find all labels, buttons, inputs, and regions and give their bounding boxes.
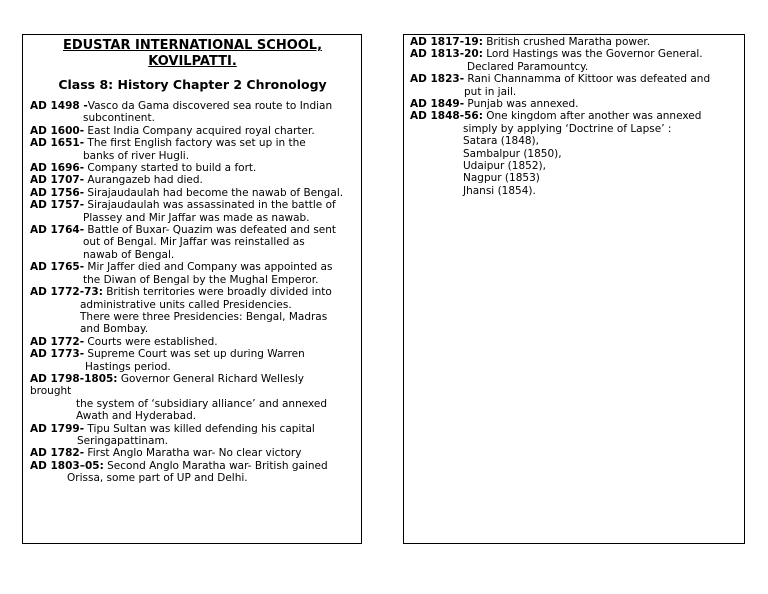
entry-text: the system of ‘subsidiary alliance’ and annexed [76, 397, 328, 410]
entry-year: AD 1600- [30, 124, 85, 137]
chronology-entry [30, 460, 355, 485]
entry-text: Company started to build a fort. [84, 162, 257, 175]
entry-text: East India Company acquired royal charter. [84, 124, 315, 137]
chronology-entry [410, 73, 738, 98]
entry-year: AD 1798-1805: [30, 372, 118, 385]
entry-year: AD 1764- [30, 224, 85, 237]
entry-text: Rani Channamma of Kittoor was defeated and [464, 73, 711, 86]
entry-text: Battle of Buxar- Quazim was defeated and sent [84, 224, 337, 237]
chronology-entry [30, 447, 355, 459]
entry-text: First Anglo Maratha war- No clear victory [84, 447, 302, 460]
chronology-entry [30, 125, 355, 137]
chronology-entry [410, 110, 738, 197]
entry-text: One kingdom after another was annexed [482, 110, 702, 123]
entry-text: Vasco da Gama discovered sea route to Indian [87, 100, 333, 112]
school-name-line1: EDUSTAR INTERNATIONAL SCHOOL, [62, 38, 323, 53]
chronology-entry [30, 373, 355, 423]
entry-text: Lord Hastings was the Governor General. [482, 48, 703, 61]
entry-text: The first English factory was set up in the [84, 137, 306, 150]
entry-text: Hastings period. [85, 360, 171, 373]
entry-year: AD 1651- [30, 137, 85, 150]
chronology-entry [30, 261, 355, 286]
entry-text: There were three Presidencies: Bengal, Madras [80, 310, 328, 323]
chapter-title: Class 8: History Chapter 2 Chronology [58, 77, 327, 92]
entry-text: Plassey and Mir Jaffar was made as nawab. [83, 211, 310, 224]
entry-text: Courts were established. [84, 335, 218, 348]
entry-text: administrative units called Presidencies. [80, 298, 292, 311]
entry-text: brought [30, 385, 72, 398]
entry-year: AD 1707- [30, 174, 85, 187]
entry-year: AD 1773- [30, 348, 85, 361]
entry-text: banks of river Hugli. [83, 149, 190, 162]
entry-text: Aurangazeb had died. [84, 174, 203, 187]
left-chronology-panel [22, 34, 362, 544]
entry-text: Awath and Hyderabad. [76, 410, 197, 423]
entry-year: AD 1756- [30, 186, 85, 199]
entry-text: British crushed Maratha power. [482, 36, 651, 48]
entry-text: Sambalpur (1850), [463, 147, 562, 160]
chronology-entry [30, 286, 355, 336]
entry-text: Governor General Richard Wellesly [117, 372, 305, 385]
entry-year: AD 1817-19: [410, 36, 483, 48]
chronology-entry [410, 48, 738, 73]
entry-text: and Bombay. [80, 323, 149, 336]
chronology-entry [30, 187, 355, 199]
entry-text: Declared Paramountcy. [467, 60, 589, 73]
entry-text: Orissa, some part of UP and Delhi. [67, 472, 248, 485]
entry-text: out of Bengal. Mir Jaffar was reinstalled as [83, 236, 305, 249]
entry-text: Sirajaudaulah had become the nawab of Bengal. [84, 186, 344, 199]
chronology-entry [410, 98, 738, 110]
entry-year: AD 1498 - [30, 100, 88, 112]
entry-year: AD 1823- [410, 73, 465, 86]
entry-text: the Diwan of Bengal by the Mughal Emperor. [83, 273, 319, 286]
entry-year: AD 1772- [30, 335, 85, 348]
chronology-entry [30, 199, 355, 224]
entry-text: Jhansi (1854). [463, 184, 536, 197]
entry-year: AD 1849- [410, 98, 465, 111]
school-name-line2: KOVILPATTI. [148, 54, 237, 69]
chronology-entry [30, 224, 355, 261]
school-name [30, 38, 355, 70]
entry-text: British territories were broadly divided into [102, 286, 332, 299]
chronology-entry [30, 100, 355, 125]
entry-year: AD 1813-20: [410, 48, 483, 61]
chronology-entry [30, 423, 355, 448]
entry-text: subcontinent. [83, 112, 155, 125]
entry-year: AD 1765- [30, 261, 85, 274]
entry-year: AD 1799- [30, 422, 85, 435]
entry-year: AD 1848-56: [410, 110, 483, 123]
chronology-entry [30, 336, 355, 348]
entry-text: Second Anglo Maratha war- British gained [103, 459, 328, 472]
entry-text: Seringapattinam. [77, 434, 169, 447]
entry-text: Supreme Court was set up during Warren [84, 348, 305, 361]
chronology-entry [30, 174, 355, 186]
entry-year: AD 1803–05: [30, 459, 104, 472]
entry-year: AD 1696- [30, 162, 85, 175]
chronology-entry [410, 36, 738, 48]
entry-text: Udaipur (1852), [463, 160, 546, 173]
chronology-entry [30, 162, 355, 174]
right-chronology-panel [403, 34, 745, 544]
entry-text: Mir Jaffer died and Company was appointed as [84, 261, 333, 274]
entry-text: Tipu Sultan was killed defending his capital [84, 422, 315, 435]
entry-text: simply by applying ‘Doctrine of Lapse’ : [463, 122, 672, 135]
chronology-entry [30, 348, 355, 373]
entry-text: Nagpur (1853) [463, 172, 540, 185]
entry-text: Sirajaudaulah was assassinated in the battle of [84, 199, 336, 212]
entry-text: put in jail. [464, 85, 517, 98]
entry-text: Punjab was annexed. [464, 98, 579, 111]
chronology-entry [30, 137, 355, 162]
entry-text: Satara (1848), [463, 135, 539, 148]
entry-year: AD 1772-73: [30, 286, 103, 299]
entry-text: nawab of Bengal. [83, 248, 175, 261]
entry-year: AD 1757- [30, 199, 85, 212]
entry-year: AD 1782- [30, 447, 85, 460]
